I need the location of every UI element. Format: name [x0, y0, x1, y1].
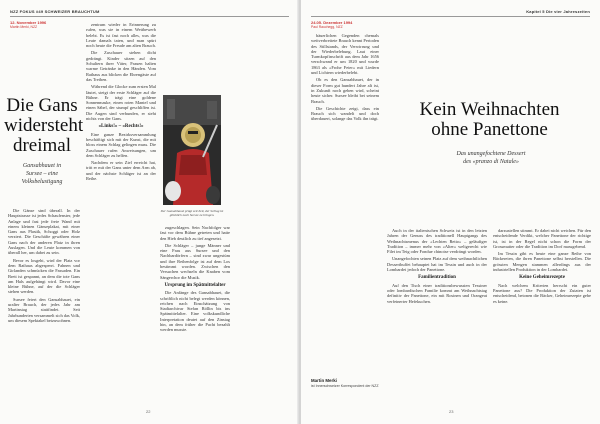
text-column-3	[493, 228, 591, 404]
page-number-right: 23	[449, 409, 454, 414]
paragraph: Auch in der italienischen Schweiz ist in den letzten Jahren der Genuss des traditionell Hauptgangs des Weihnachtsmenus der «Lechten Retto» – geläufiger Tradition – immer mehr von «Alter» weltgerecht wie Filet im Teig oder Fondue chinoise verdrängt worden.	[387, 228, 487, 255]
paragraph: Während die Glocke zum ersten Mal läutet, steigt der erste Schläger auf die Bühne. Er trägt eine goldene Sonnenmaske, einen roten Mantel und einen Säbel, der stumpf geschliffen ist. Die Augen sind verbunden, er sieht nichts von der Gans.	[86, 84, 156, 122]
title-line: widersteht	[4, 115, 84, 136]
paragraph: darzustellen stimmt. Er dabei nicht weichen. Für den entscheidende Verdikt, welcher Panettone der richtige ist, ist in der Regel nicht schon die Form der Grossmutter oder die Tradition im Dorf massgebend.	[493, 228, 591, 249]
paragraph: Im Tessin gibt es heute eine ganze Reihe von Bäckereien, die ihren Panettone selbst herstellen. Die grössten Mengen stammen allerdings aus der industriellen Produktion in der Lombardei.	[493, 251, 591, 273]
article-subtitle	[421, 150, 561, 166]
title-line: dreimal	[12, 135, 72, 156]
subtitle-line: des «pranzo di Natale»	[463, 159, 519, 165]
subtitle-line: Das unangefochtene Dessert	[456, 151, 526, 157]
right-page	[301, 0, 600, 424]
article-subtitle	[8, 162, 76, 186]
left-page	[0, 0, 299, 424]
article-date: 12. November 1996	[10, 20, 47, 25]
text-column-3	[160, 225, 230, 404]
text-column-2	[86, 22, 156, 404]
article-date: 24.05. Dezember 1994	[311, 20, 353, 25]
article-author: Martin Merki, NZZ	[10, 25, 38, 29]
title-line: Die Gans	[6, 95, 78, 116]
paragraph: Die Gänse sind überall. In der Hauptstrasse ist jedes Schaufenster, jede Anlage und fast jede freie Wand mit einem kleinen Gänseplakat, mit einer Gans aus Plastik, Schoggi oder Holz verziert. Die Geschäfte gewähren einer Gans nach der anderen Platz in ihren Auslagen. Und die Leute kommen von überall her, um dabei zu sein.	[8, 208, 80, 256]
paragraph: Die Geschichte zeigt, dass ein Brauch sich wandelt und doch überdauert, solange das Volk ihn trägt.	[311, 105, 379, 122]
paragraph: Sursee feiert den Gansabhauet, ein uralter Brauch, der jedes Jahr am Martinstag stattfindet. Seit Jahrhunderten versammelt sich das Volk, um diesem Spektakel beizuwohnen.	[8, 296, 80, 323]
text-column-2	[387, 228, 487, 404]
paragraph: Die Schläger – junge Männer und eine Frau aus Sursee und den Nachbardörfern – sind zwar ungestüm und ihre Reihenfolge ist auf dem Los bestimmt worden. Zwischen den Versuchen wechseln die Knaben vom Sängerchor die Musik.	[160, 242, 230, 280]
paragraph: Auf den Tisch einer traditionsbewussten Tessiner oder lombardischen Familie kommt am Weihnachtstag definitiv der Panettone, ein mit Rosinen und Orangeat verfeinerter Hefekuchen.	[387, 282, 487, 304]
photo-caption: Der Gansabhauet prägt seit Zeit, der Schlag ist glücklich nach Sursee zu bringen.	[160, 209, 224, 217]
paragraph: Unangefochten seinen Platz auf dem weihnachtlichen Dessertbuffet behauptet hat im Tessin und auch in der Lombardei jedoch der Panettone.	[387, 256, 487, 273]
title-line: ohne Panettone	[431, 119, 548, 140]
article-title	[4, 95, 84, 156]
paragraph: Die Zuschauer stehen dicht gedrängt. Kinder sitzen auf den Schultern ihrer Väter, Frauen halten warme Getränke in den Händen. Vom Rathaus aus blicken die Ehrengäste auf das Treiben.	[86, 50, 156, 82]
paragraph: bäuerlichen Gegenden chemals weitverbreitete Brauch kennt Perioden des Stillstands, der Verwirrung und der Wiederbelebung. Laut einer Turmkopfinschrift aus dem Jahr 1656 verschwand er um 1820 und wurde 1863 als «Frohe Feier» mit Liedern und Lichtern wiederbelebt.	[311, 33, 379, 76]
section-heading: Familientradition	[418, 275, 456, 281]
section-heading: «Links!» – «Rechts!»	[98, 124, 144, 130]
section-heading: Keine Geheimrezepte	[519, 275, 565, 281]
paragraph: Bevor es losgeht, wird der Platz vor dem Rathaus abgesperrt. Fahnen und Girlanden schmücken die Fassaden. Ein Brett ist gespannt, an dem die tote Gans am Hals aufgehängt wird. Davor eine kleine Bühne, auf der die Schläger stehen werden.	[8, 257, 80, 295]
text-column-1	[311, 33, 379, 293]
article-author: Paul Rauchegg, NZZ	[311, 25, 343, 29]
subtitle-line: Sursee – eine	[26, 171, 58, 177]
paragraph: Die Anfänge des Gansabhauet, die schriftlich nicht belegt werden können, reichen nach Einschätzung von Stadtarchivar Stefan Röllin bis ins Spätmittelalter. Eine volkskundliche Interpretation deutet auf den Zinstag hin, an dem früher die Pacht bezahlt werden musste.	[160, 290, 230, 333]
paragraph: Eine ganze Bezirksversammlung beschäftigt sich mit der Kunst, die mit bloss einem Schlag gelingen muss. Die Zuschauer rufen Anweisungen, um dem Schläger zu helfen.	[86, 131, 156, 158]
subtitle-line: Volksbelustigung	[21, 179, 63, 185]
running-header-left: NZZ FOKUS #49 SCHWEIZER BRAUCHTUM	[10, 9, 100, 14]
header-rule	[311, 16, 590, 17]
paragraph: Ob es den Gansabhauet, der in dieser Form gut hundert Jahre alt ist, in Zukunft noch geben wird, scheint heute sicher. Sursee bleibt bei seinem Brauch.	[311, 77, 379, 104]
text-column-1	[8, 208, 80, 404]
paragraph: Nach welchem Kriterien herrscht ein guter Panettone aus? Die Produktion der Zutaten ist entscheidend, betonen die Bäcker, Geheimrezepte gebe es keine.	[493, 282, 591, 304]
gansabhauet-photo	[163, 95, 221, 205]
paragraph: Nachdem er sein Ziel erreicht hat, tritt er mit der Gans unter dem Arm ab, und der nächste Schläger ist an der Reihe.	[86, 160, 156, 182]
header-rule	[10, 16, 289, 17]
paragraph: zentrum wieder in Erinnerung zu rufen, was sie in einem Wettbewerb belebt. Es ist fast noch alles, was die Leute damals taten, und man spürt noch heute die Freude am alten Brauch.	[86, 22, 156, 49]
subtitle-line: Gansabhauet in	[22, 163, 62, 169]
page-number-left: 22	[146, 409, 151, 414]
running-header-right: Kapitel 5 Die vier Jahreszeiten	[526, 9, 590, 14]
title-line: Kein Weihnachten	[419, 99, 560, 120]
article-title	[387, 100, 592, 140]
paragraph: zugeschlagen. Sein Nachfolger war fast vor dem Bühne getreten und hatte den Hieb deutlich zu tief angesetzt.	[160, 225, 230, 241]
author-role: ist Innerschweizer Korrespondent der NZZ	[311, 384, 379, 388]
section-heading: Ursprung im Spätmittelalter	[164, 282, 226, 288]
author-signature: Martin Merki	[311, 378, 337, 383]
